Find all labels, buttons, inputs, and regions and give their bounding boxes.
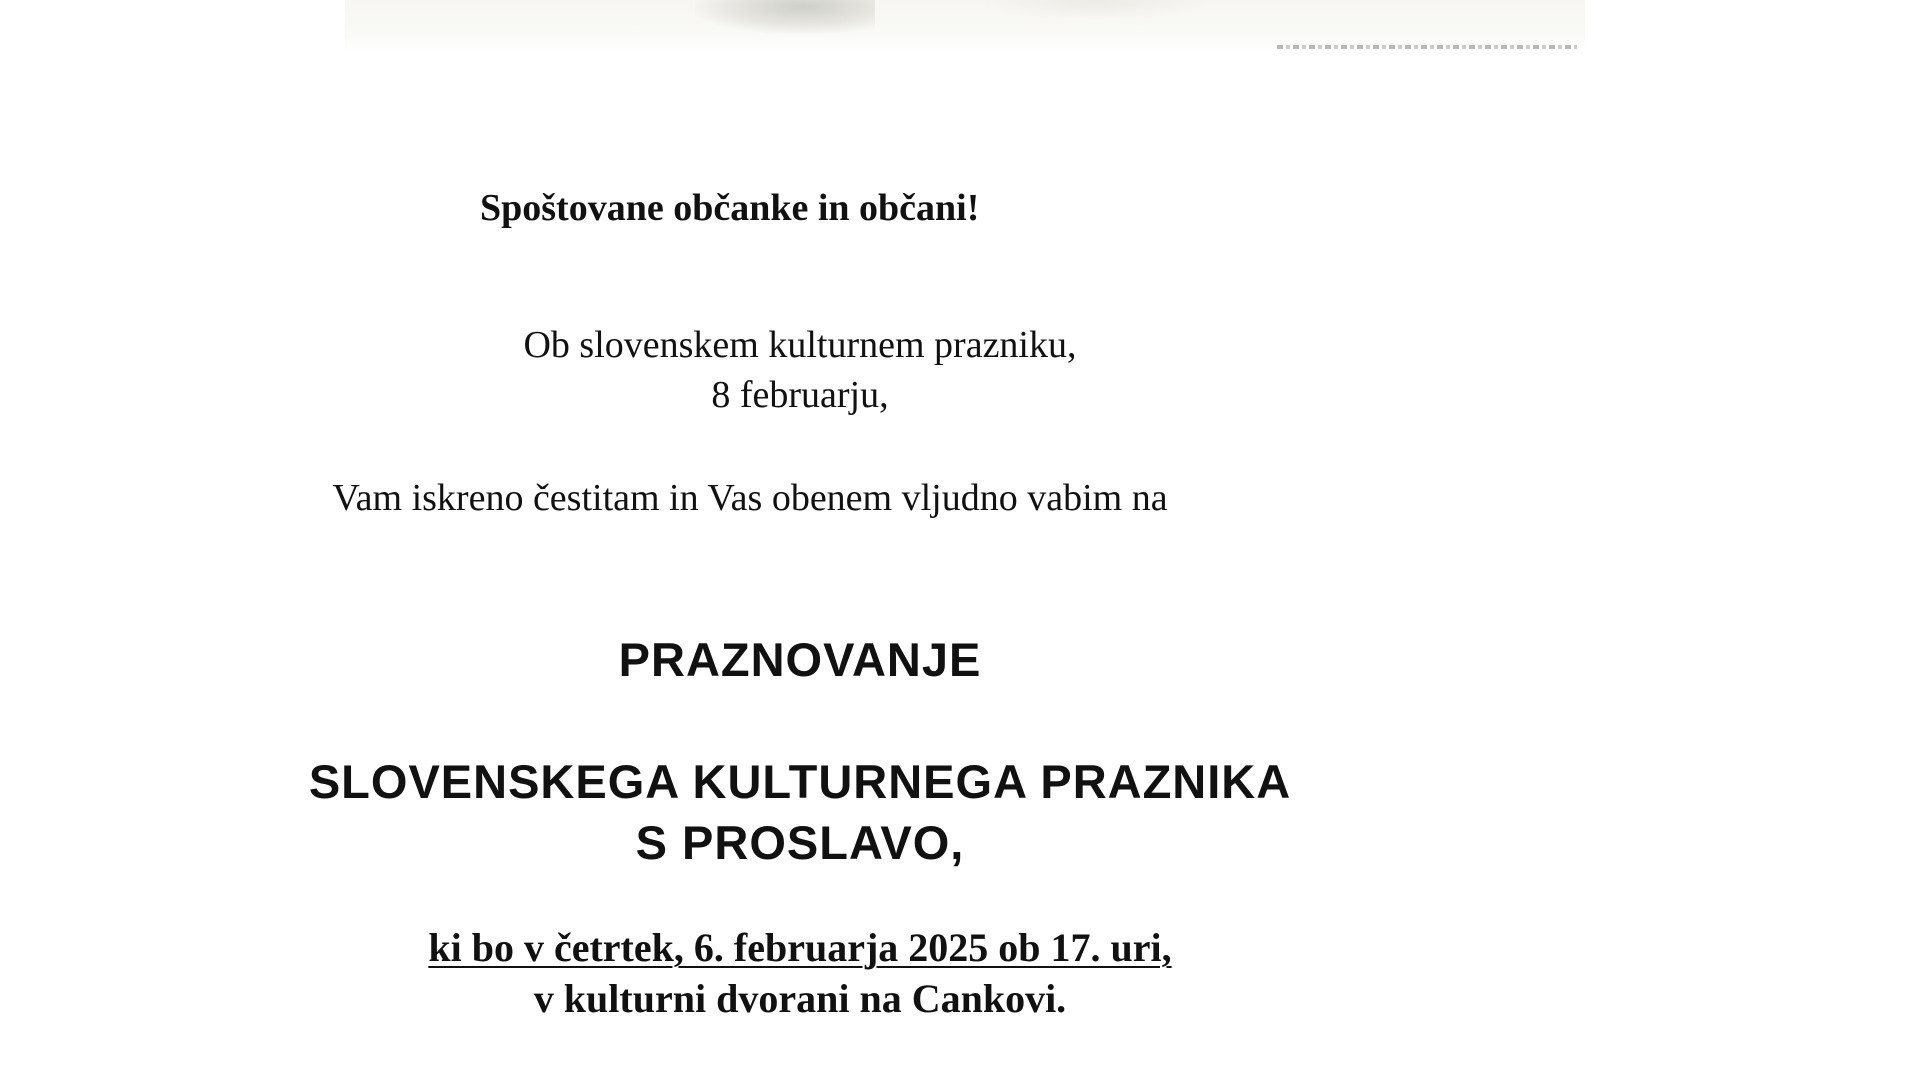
header-image-caption — [1277, 45, 1577, 49]
header-image-shade — [985, 0, 1205, 20]
header-image — [345, 0, 1585, 52]
event-title-line-1: PRAZNOVANJE — [618, 633, 982, 686]
intro-line-3: Vam iskreno čestitam in Vas obenem vljudno vabim na — [332, 477, 1168, 519]
event-location: v kulturni dvorani na Cankovi. — [533, 976, 1067, 1021]
intro-line-1: Ob slovenskem kulturnem prazniku, — [523, 324, 1077, 366]
event-title-line-3: S PROSLAVO, — [635, 816, 965, 869]
intro-line-2: 8 februarju, — [711, 374, 889, 416]
greeting: Spoštovane občanke in občani! — [480, 187, 980, 229]
event-title-line-2: SLOVENSKEGA KULTURNEGA PRAZNIKA — [308, 755, 1292, 808]
event-date-time: ki bo v četrtek, 6. februarja 2025 ob 17. uri, — [428, 925, 1172, 970]
header-image-figure — [695, 0, 875, 34]
